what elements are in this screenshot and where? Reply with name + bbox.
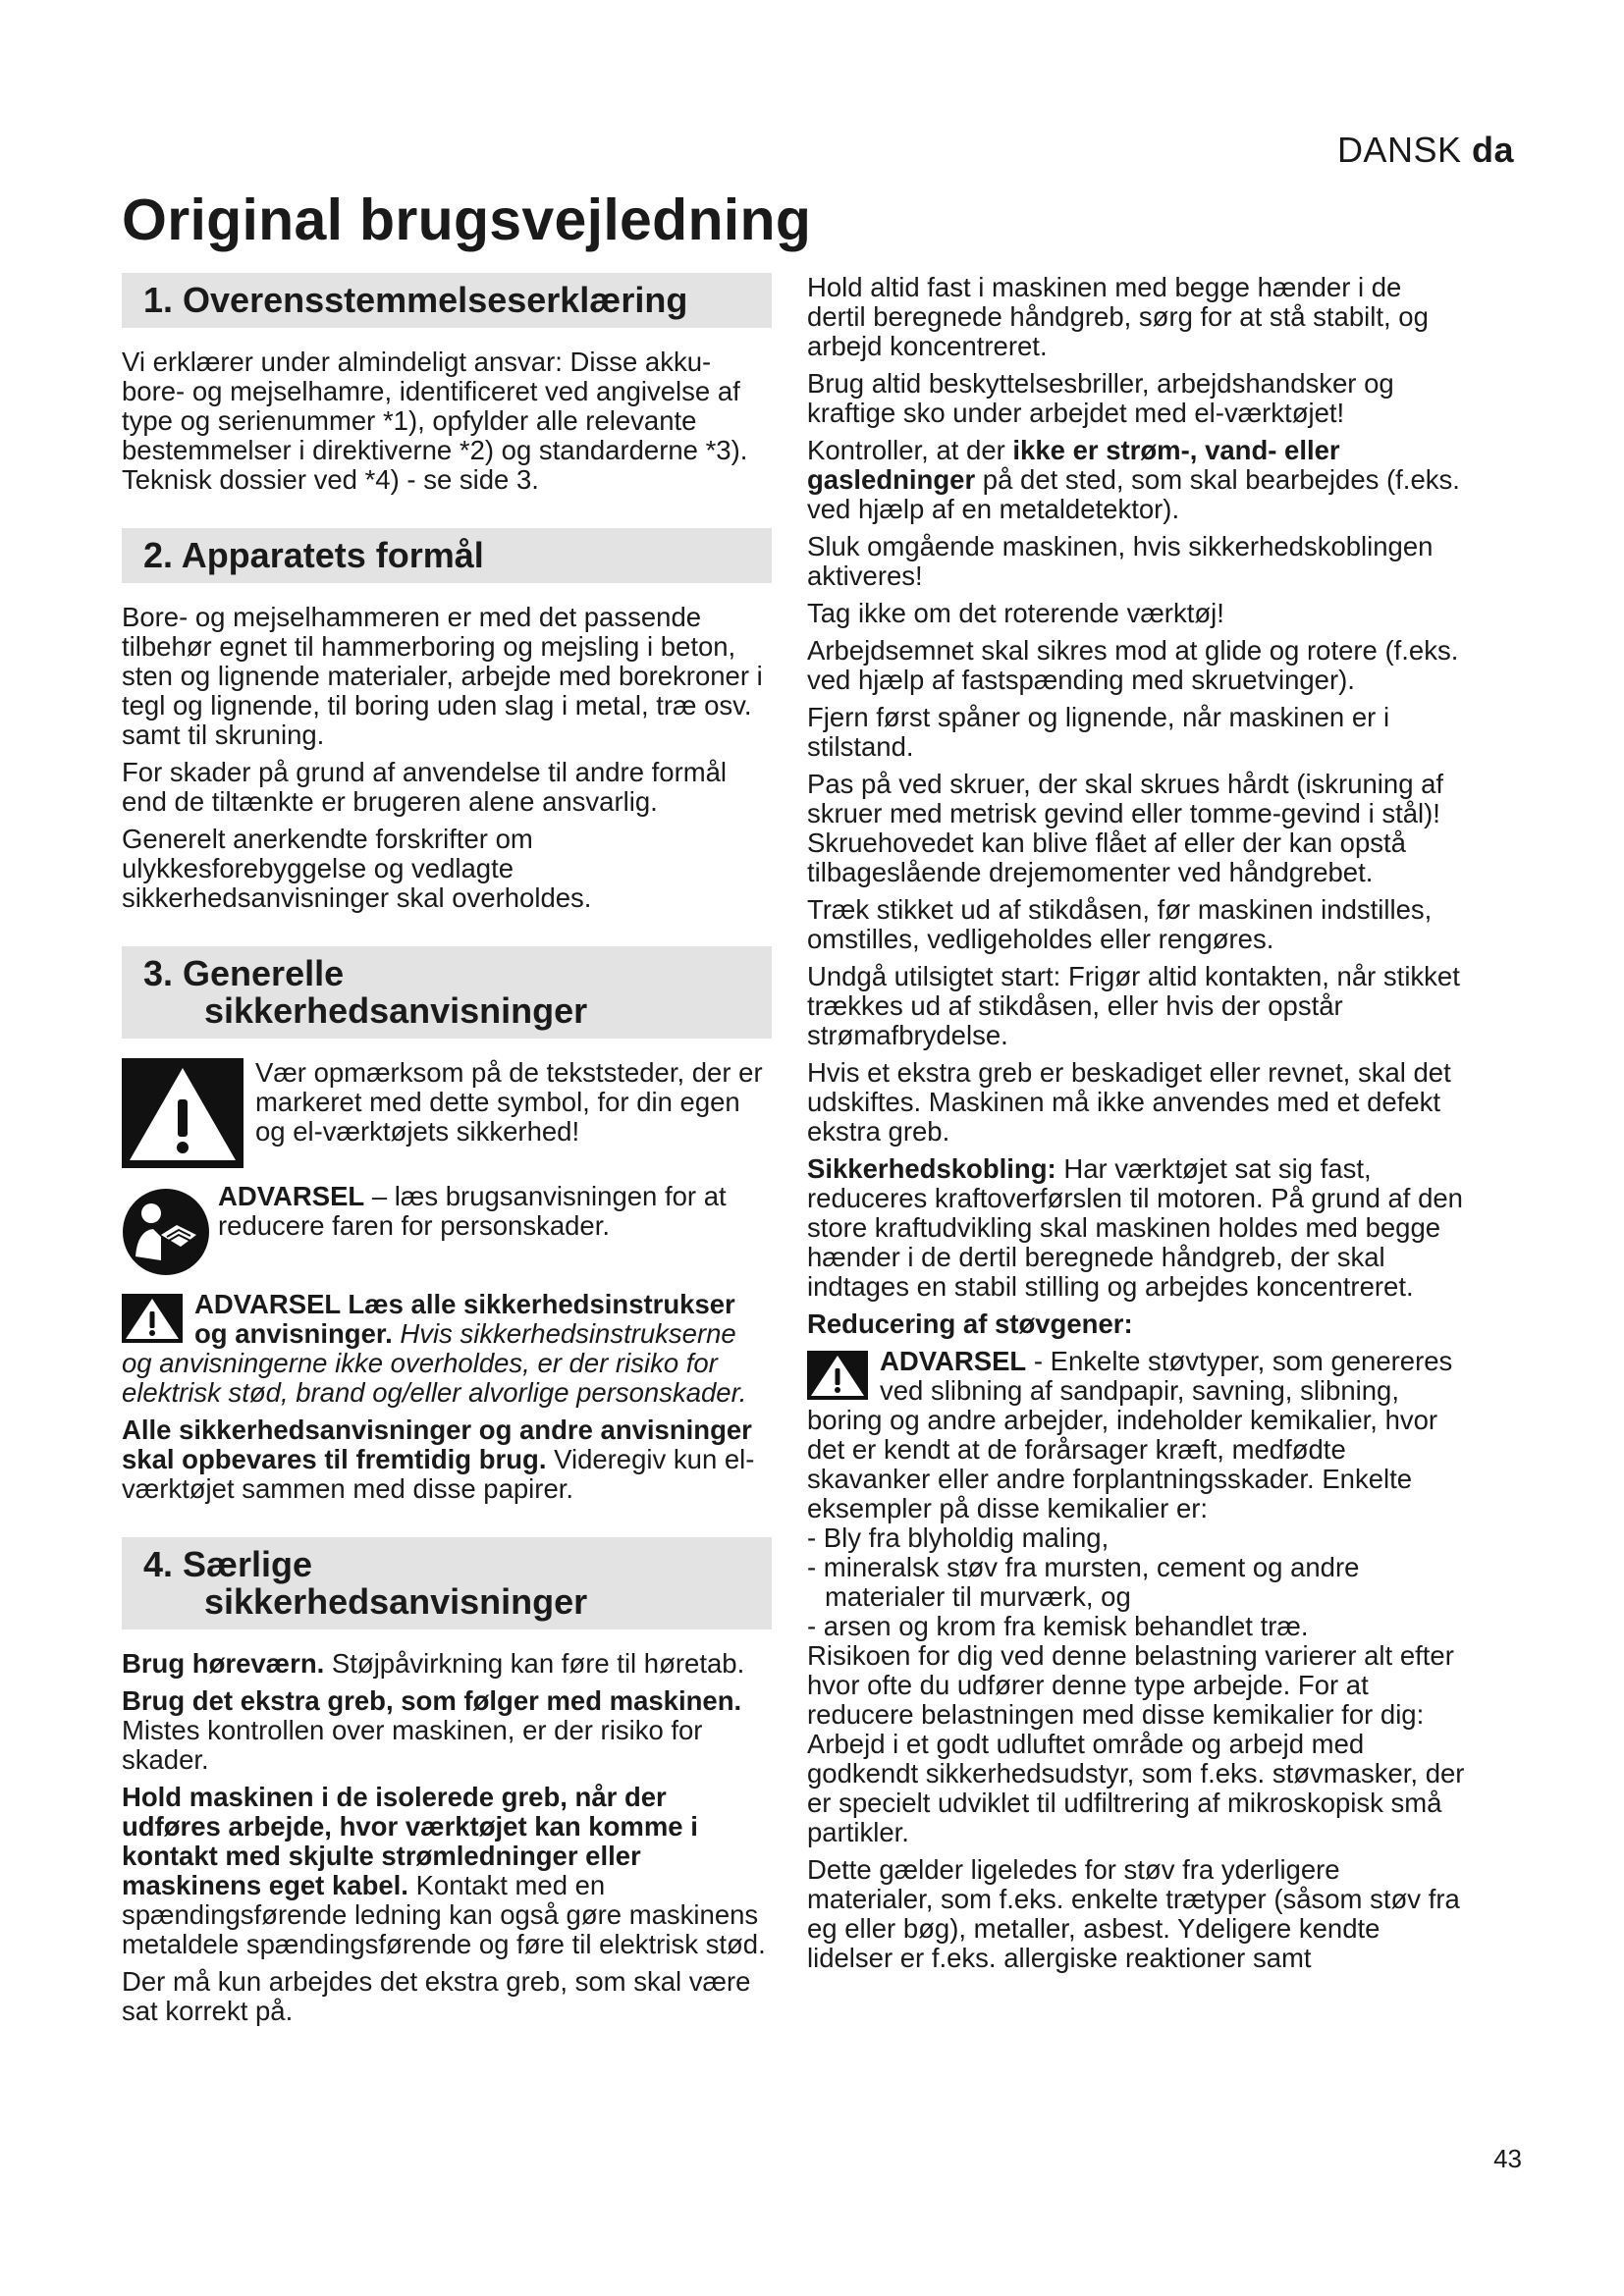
section-1-heading: 1. Overensstemmelseserklæring [143,280,688,320]
insulated-grips-text: Kontakt med en spændingsførende ledning kan også gøre maskinens metaldele spændingsførende og føre til elektrisk stød. [122,1870,766,1959]
regulations-text: Generelt anerkendte forskrifter om ulykkesforebyggelse og vedlagte sikkerhedsanvisninger skal overholdes. [122,824,592,913]
section-2-heading-box [122,528,772,583]
warning-triangle-icon [807,1351,868,1400]
purpose-text: Bore- og mejselhammeren er med det passende tilbehør egnet til hammerboring og mejsling i beton, sten og lignende materialer, arbejde med borekroner i tegl og lignende, til boring uden slag i metal, træ osv. samt til skruning. [122,602,763,750]
section-4-heading [143,1546,772,1621]
section-4-heading-line1: 4. Særlige [143,1544,313,1584]
liability-text: For skader på grund af anvendelse til andre formål end de tiltænkte er brugeren alene ansvarlig. [122,757,728,817]
remove-chips: Fjern først spåner og lignende, når maskinen er i stilstand. [807,702,1390,762]
insulated-grips [122,1783,772,1959]
hearing-protection [122,1649,772,1679]
list-item: - arsen og krom fra kemisk behandlet træ. [807,1611,1309,1641]
section-3-heading-line1: 3. Generelle [143,953,345,993]
chemical-list [807,1523,1467,1641]
language-label [1337,130,1514,171]
keep-instructions-bold: Alle sikkerhedsanvisninger og andre anvisninger skal opbevares til fremtidig brug. [122,1415,752,1474]
warning-triangle-icon [122,1294,183,1343]
hearing-protection-bold: Brug høreværn. [122,1648,325,1679]
secure-workpiece: Arbejdsemnet skal sikres mod at glide og rotere (f.eks. ved hjælp af fastspænding med skruetvinger). [807,635,1459,695]
extra-handle-correct: Der må kun arbejdes det ekstra greb, som skal være sat korrekt på. [122,1966,751,2026]
section-1-heading-box [122,273,772,328]
section-4-heading-box [122,1537,772,1629]
protective-gear: Brug altid beskyttelsesbriller, arbejdshandsker og kraftige sko under arbejdet med el-værktøjet! [807,368,1394,428]
safety-clutch-bold: Sikkerhedskobling: [807,1153,1056,1184]
dust-heading [807,1309,1467,1339]
list-item: - mineralsk støv fra mursten, cement og andre materialer til murværk, og [807,1552,1360,1612]
general-warning-bold: ADVARSEL Læs alle sikkerhedsinstrukser og anvisninger. [194,1289,735,1349]
check-lines [807,436,1467,524]
check-lines-pre: Kontroller, at der [807,435,1013,465]
section-3-heading-line2: sikkerhedsanvisninger [204,990,588,1031]
keep-instructions [122,1415,772,1504]
keep-instructions-text: Videregiv kun el-værktøjet sammen med disse papirer. [122,1444,755,1504]
language-code: da [1471,130,1514,170]
safety-clutch-text: Har værktøjet sat sig fast, reduceres kraftoverførslen til motoren. På grund af den store kraftudvikling skal maskinen holdes med begge hænder i de dertil beregnede håndgreb, der skal indtages en stabil stilling og arbejdes koncentreret. [807,1153,1463,1302]
extra-handle-bold: Brug det ekstra greb, som følger med maskinen. [122,1685,742,1716]
section-2-heading: 2. Apparatets formål [143,535,484,575]
insulated-grips-bold: Hold maskinen i de isolerede greb, når der udføres arbejde, hvor værktøjet kan komme i kontakt med skjulte strømledninger eller maskinens eget kabel. [122,1782,698,1900]
damaged-handle: Hvis et ekstra greb er beskadiget eller revnet, skal det udskiftes. Maskinen må ikke anvendes med et defekt ekstra greb. [807,1057,1451,1147]
hard-screws: Pas på ved skruer, der skal skrues hårdt (iskruning af skruer med metrisk gevind eller tomme-gevind i stål)! Skruehovedet kan blive flået af eller der kan opstå tilbageslående drejemomenter ved håndgrebet. [807,769,1444,887]
check-lines-bold: ikke er strøm-, vand- eller gasledninger [807,435,1340,495]
extra-handle-text: Mistes kontrollen over maskinen, er der risiko for skader. [122,1715,703,1775]
safety-clutch [807,1154,1467,1302]
read-manual-icon [122,1188,210,1276]
read-manual-row [122,1182,772,1276]
read-warning-text: – læs brugsanvisningen for at reducere faren for personskader. [218,1181,727,1241]
dust-heading-text: Reducering af støvgener: [807,1308,1133,1339]
section-4-heading-line2: sikkerhedsanvisninger [204,1581,588,1622]
dust-warning-text: - Enkelte støvtyper, som genereres ved slibning af sandpapir, savning, slibning, boring og andre arbejder, indeholder kemikalier, hvor det er kendt at de forårsager kræft, medfødte skavanker eller andre forplantningsskader. Enkelte eksempler på disse kemikalier er: [807,1346,1453,1523]
dust-warning-bold: ADVARSEL [880,1346,1027,1376]
page-number: 43 [1493,2144,1522,2173]
hold-both-hands: Hold altid fast i maskinen med begge hænder i de dertil beregnede håndgreb, sørg for at stå stabilt, og arbejd koncentreret. [807,272,1429,361]
unintended-start: Undgå utilsigtet start: Frigør altid kontakten, når stikket trækkes ud af stikdåsen, eller hvis der opstår strømafbrydelse. [807,961,1460,1050]
unplug: Træk stikket ud af stikdåsen, før maskinen indstilles, omstilles, vedligeholdes eller rengøres. [807,894,1433,954]
read-manual-warning [218,1182,772,1241]
language-name: DANSK [1336,130,1462,170]
right-column [807,273,1467,1981]
dust-warning [807,1347,1467,1523]
left-column [122,273,772,2034]
declaration-text: Vi erklærer under almindeligt ansvar: Disse akku-bore- og mejselhamre, identificeret ved angivelse af type og serienummer *1), opfylder alle relevante bestemmelser i direktiverne *2) og standarderne *3). Teknisk dossier ved *4) - se side 3. [122,347,748,495]
dust-other-materials: Dette gælder ligeledes for støv fra yderligere materialer, som f.eks. enkelte trætyper (såsom støv fra eg eller bøg), metaller, asbest. Ydeligere kendte lidelser er f.eks. allergiske reaktioner samt [807,1854,1460,1973]
extra-handle [122,1686,772,1775]
check-lines-post: på det sted, som skal bearbejdes (f.eks. ved hjælp af en metaldetektor). [807,464,1460,524]
read-warning-label: ADVARSEL [218,1181,365,1211]
general-warning [122,1290,772,1408]
safety-clutch-off: Sluk omgående maskinen, hvis sikkerhedskoblingen aktiveres! [807,531,1434,591]
rotating-tool: Tag ikke om det roterende værktøj! [807,598,1224,628]
warning-triangle-icon [122,1058,244,1168]
list-item: - Bly fra blyholdig maling, [807,1522,1110,1553]
symbol-note: Vær opmærksom på de tekststeder, der er markeret med dette symbol, for din egen og el-værktøjets sikkerhed! [255,1057,763,1147]
general-warning-italic: Hvis sikkerhedsinstrukserne og anvisningerne ikke overholdes, er der risiko for elektrisk stød, brand og/eller alvorlige personskader. [122,1318,747,1408]
section-3-heading [143,955,772,1030]
symbol-note-row [122,1058,772,1168]
dust-risk-text: Risikoen for dig ved denne belastning varierer alt efter hvor ofte du udfører denne type arbejde. For at reducere belastningen med disse kemikalier for dig: Arbejd i et godt udluftet område og arbejd med godkendt sikkerhedsudstyr, som f.eks. støvmasker, der er specielt udviklet til udfiltrering af mikroskopisk små partikler. [807,1640,1465,1847]
hearing-protection-text: Støjpåvirkning kan føre til høretab. [324,1648,745,1679]
page-title: Original brugsvejledning [122,187,812,252]
section-3-heading-box [122,946,772,1039]
